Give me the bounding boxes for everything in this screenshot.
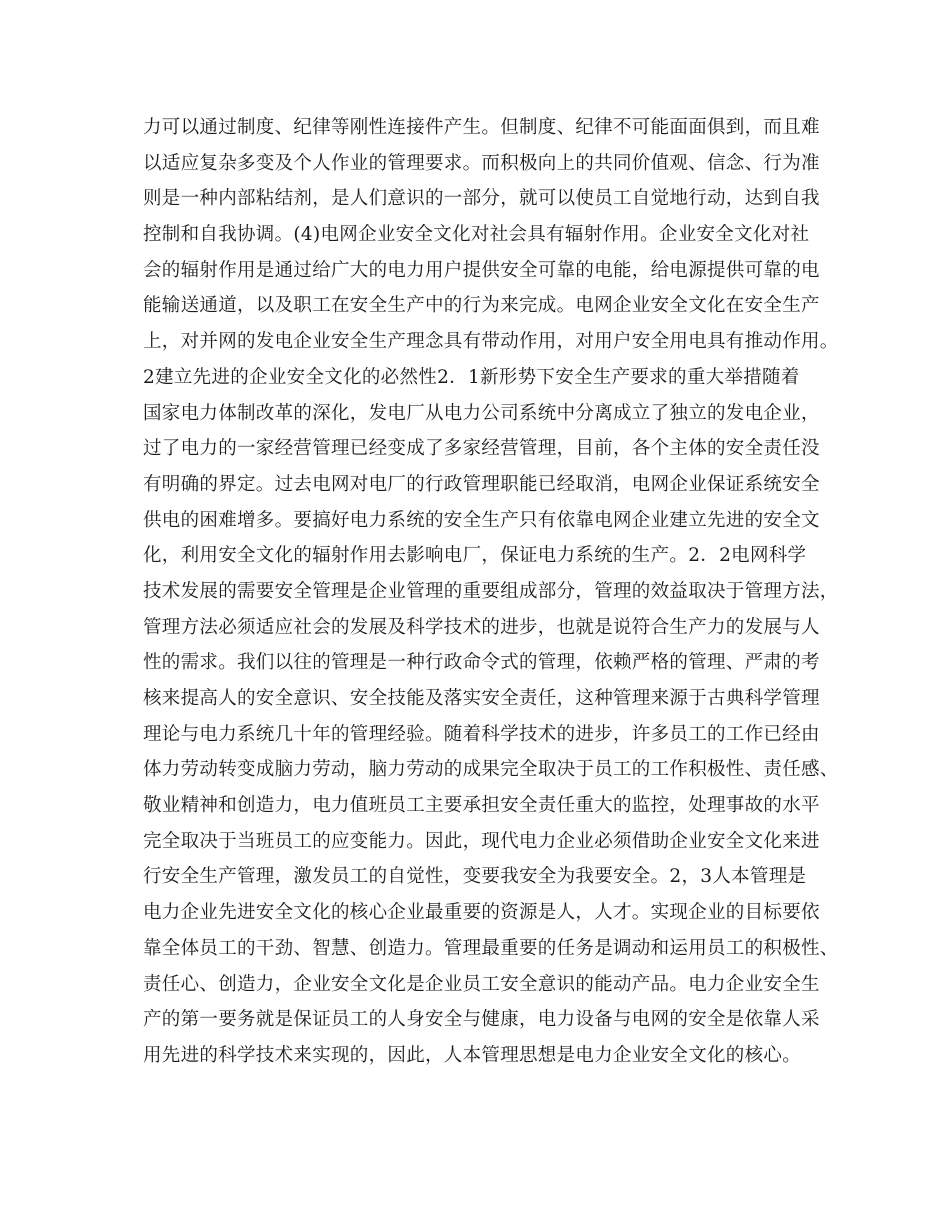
- text-line: 以适应复杂多变及个人作业的管理要求。而积极向上的共同价值观、信念、行为准: [143, 152, 820, 174]
- text-line: 会的辐射作用是通过给广大的电力用户提供安全可靠的电能，给电源提供可靠的电: [143, 259, 820, 281]
- text-line: 则是一种内部粘结剂，是人们意识的一部分，就可以使员工自觉地行动，达到自我: [143, 188, 820, 210]
- text-line: 完全取决于当班员工的应变能力。因此，现代电力企业必须借助企业安全文化来进: [143, 830, 820, 852]
- text-line: 控制和自我协调。(4)电网企业安全文化对社会具有辐射作用。企业安全文化对社: [143, 224, 810, 246]
- text-line: 靠全体员工的干劲、智慧、创造力。管理最重要的任务是调动和运用员工的积极性、: [143, 937, 839, 959]
- text-line: 过了电力的一家经营管理已经变成了多家经营管理，目前，各个主体的安全责任没: [143, 438, 820, 460]
- text-line: 用先进的科学技术来实现的，因此，人本管理思想是电力企业安全文化的核心。: [143, 1044, 802, 1066]
- text-line: 能输送通道，以及职工在安全生产中的行为来完成。电网企业安全文化在安全生产: [143, 295, 820, 317]
- text-line: 2建立先进的企业安全文化的必然性2．1新形势下安全生产要求的重大举措随着: [143, 366, 800, 388]
- text-line: 产的第一要务就是保证员工的人身安全与健康，电力设备与电网的安全是依靠人采: [143, 1009, 820, 1031]
- body-text: [143, 110, 839, 1074]
- text-line: 性的需求。我们以往的管理是一种行政命令式的管理，依赖严格的管理、严肃的考: [143, 652, 820, 674]
- text-line: 力可以通过制度、纪律等刚性连接件产生。但制度、纪律不可能面面俱到，而且难: [143, 117, 820, 138]
- text-line: 敬业精神和创造力，电力值班员工主要承担安全责任重大的监控，处理事故的水平: [143, 795, 820, 817]
- text-line: 体力劳动转变成脑力劳动，脑力劳动的成果完全取决于员工的工作积极性、责任感、: [143, 759, 839, 781]
- text-line: 电力企业先进安全文化的核心企业最重要的资源是人，人才。实现企业的目标要依: [143, 902, 820, 924]
- text-line: 责任心、创造力，企业安全文化是企业员工安全意识的能动产品。电力企业安全生: [143, 973, 820, 995]
- text-line: 技术发展的需要安全管理是企业管理的重要组成部分，管理的效益取决于管理方法，: [143, 580, 839, 602]
- text-line: 管理方法必须适应社会的发展及科学技术的进步，也就是说符合生产力的发展与人: [143, 616, 820, 638]
- text-line: 理论与电力系统几十年的管理经验。随着科学技术的进步，许多员工的工作已经由: [143, 723, 820, 745]
- text-line: 核来提高人的安全意识、安全技能及落实安全责任，这种管理来源于古典科学管理: [143, 688, 820, 709]
- text-line: 国家电力体制改革的深化，发电厂从电力公司系统中分离成立了独立的发电企业，: [143, 402, 820, 424]
- text-line: 上，对并网的发电企业安全生产理念具有带动作用，对用户安全用电具有推动作用。: [143, 331, 839, 353]
- text-line: 行安全生产管理，激发员工的自觉性，变要我安全为我要安全。2，3人本管理是: [143, 866, 807, 888]
- text-line: 有明确的界定。过去电网对电厂的行政管理职能已经取消，电网企业保证系统安全: [143, 473, 820, 495]
- text-line: 化，利用安全文化的辐射作用去影响电厂，保证电力系统的生产。2．2电网科学: [143, 545, 807, 567]
- text-line: 供电的困难增多。要搞好电力系统的安全生产只有依靠电网企业建立先进的安全文: [143, 509, 820, 531]
